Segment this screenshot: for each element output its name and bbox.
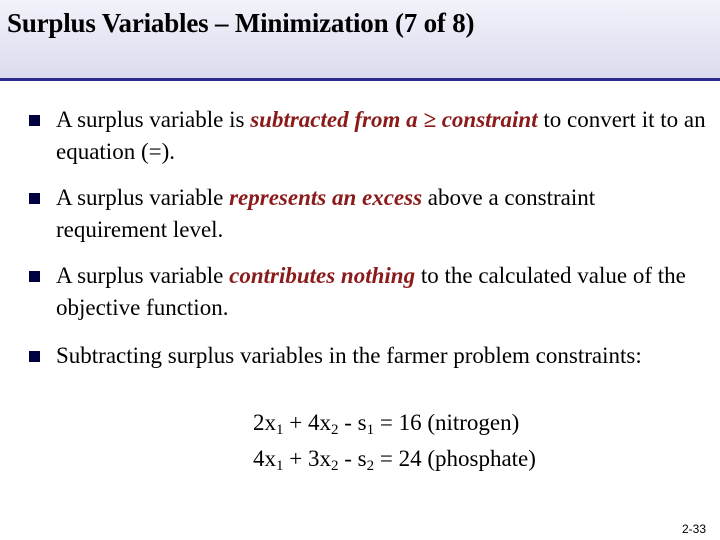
page-number: 2-33: [681, 522, 706, 536]
bullet-text-4: Subtracting surplus variables in the farmer problem constraints:: [56, 343, 642, 368]
bullet-marker-icon: [29, 115, 40, 126]
emphasis-text: contributes nothing: [229, 263, 416, 288]
emphasis-text: represents an excess: [229, 185, 423, 210]
bullet-marker-icon: [29, 193, 40, 204]
bullet-marker-icon: [29, 351, 40, 362]
title-bar: [0, 0, 720, 78]
bullet-text-1: A surplus variable is subtracted from a ≥ constraint to convert it to an equation (=).: [56, 107, 706, 164]
equation-phosphate: $4x_1 + 3x_2 - s_2 = 24$ (phosphate): [253, 446, 536, 474]
greater-equal-symbol: ≥: [423, 107, 436, 132]
bullet-marker-icon: [29, 271, 40, 282]
emphasis-text: constraint: [441, 107, 538, 132]
equation-nitrogen: $2x_1 + 4x_2 - s_1 = 16$ (nitrogen): [253, 410, 520, 438]
bullet-text-3: A surplus variable contributes nothing to the calculated value of the objective function.: [56, 263, 686, 320]
slide-title: Surplus Variables – Minimization (7 of 8): [7, 8, 475, 38]
title-divider: [0, 78, 720, 81]
emphasis-text: subtracted from a: [250, 107, 418, 132]
bullet-text-2: A surplus variable represents an excess above a constraint requirement level.: [56, 185, 596, 242]
